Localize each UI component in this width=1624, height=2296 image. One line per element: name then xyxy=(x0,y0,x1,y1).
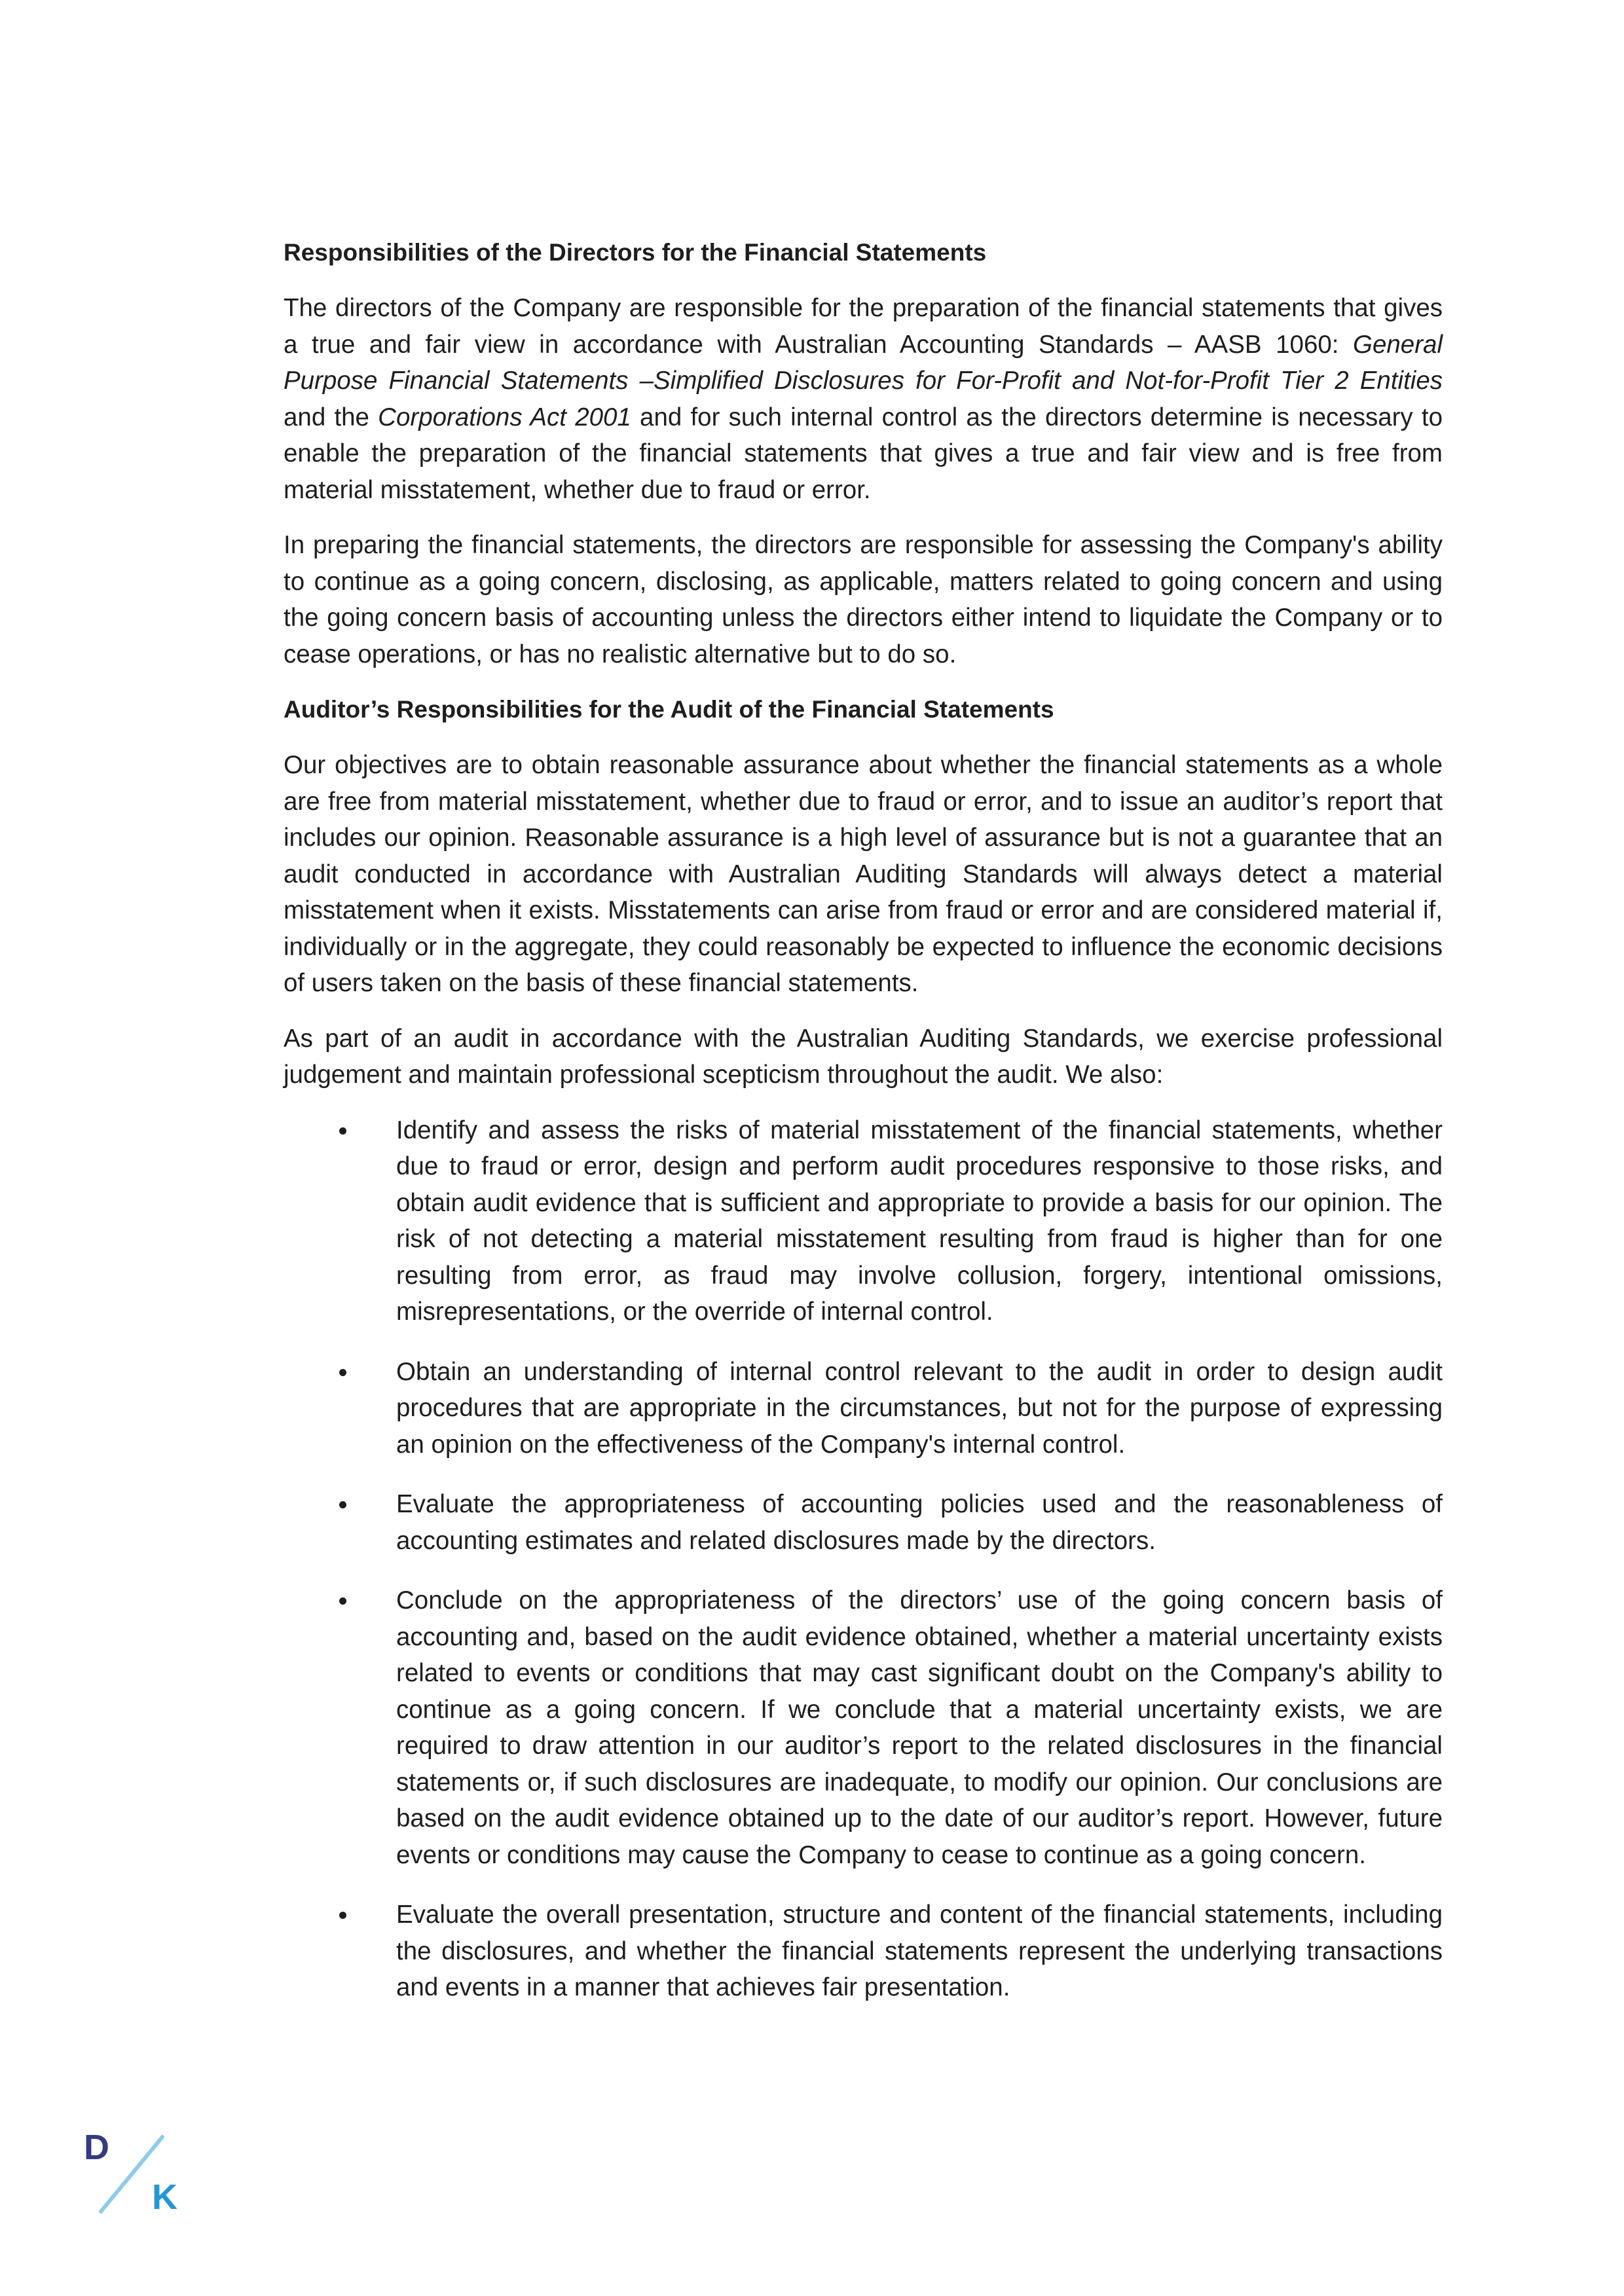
bullet-icon xyxy=(339,1127,346,1135)
list-item xyxy=(284,1897,1443,2006)
directors-responsibilities-heading: Responsibilities of the Directors for the Financial Statements xyxy=(284,239,987,266)
bullet-icon xyxy=(339,1912,346,1919)
text-run: The directors of the Company are responsible for the preparation of the financial statements that gives a true and fair view in accordance with Australian Accounting Standards – AASB 1060: xyxy=(284,294,1443,359)
auditor-procedures-list xyxy=(284,1112,1443,2006)
auditor-responsibilities-heading: Auditor’s Responsibilities for the Audit of the Financial Statements xyxy=(284,696,1054,723)
list-item xyxy=(284,1112,1443,1330)
bullet-icon xyxy=(339,1369,346,1376)
standard-title: General Purpose Financial Statements –Simplified Disclosures for For-Profit and Not-for-Profit Tier 2 Entities xyxy=(284,330,1443,395)
list-item-text: Conclude on the appropriateness of the directors’ use of the going concern basis of accounting and, based on the audit evidence obtained, whether a material uncertainty exists related to events or conditions that may cast significant doubt on the Company's ability to continue as a going concern. If we conclude that a material uncertainty exists, we are required to draw attention in our auditor’s report to the related disclosures in the financial statements or, if such disclosures are inadequate, to modify our opinion. Our conclusions are based on the audit evidence obtained up to the date of our auditor’s report. However, future events or conditions may cause the Company to cease to continue as a going concern. xyxy=(396,1586,1443,1869)
auditor-responsibilities-paragraph-2: As part of an audit in accordance with the Australian Auditing Standards, we exercise professional judgement and maintain professional scepticism throughout the audit. We also: xyxy=(284,1024,1443,1089)
list-item-text: Identify and assess the risks of material misstatement of the financial statements, whether due to fraud or error, design and perform audit procedures responsive to those risks, and obtain audit evidence that is sufficient and appropriate to provide a basis for our opinion. The risk of not detecting a material misstatement resulting from fraud is higher than for one resulting from error, as fraud may involve collusion, forgery, intentional omissions, misrepresentations, or the override of internal control. xyxy=(396,1116,1443,1326)
text-run: and for such internal control as the directors determine is necessary to enable the preparation of the financial statements that gives a true and fair view and is free from material misstatement, whether due to fraud or error. xyxy=(284,403,1443,504)
list-item-text: Obtain an understanding of internal control relevant to the audit in order to design audit procedures that are appropriate in the circumstances, but not for the purpose of expressing an opinion on the effectiveness of the Company's internal control. xyxy=(396,1357,1443,1459)
list-item-text: Evaluate the appropriateness of accounting policies used and the reasonableness of accounting estimates and related disclosures made by the directors. xyxy=(396,1490,1443,1555)
dk-logo xyxy=(84,2128,189,2226)
act-title: Corporations Act 2001 xyxy=(378,403,631,431)
auditor-responsibilities-paragraph-1: Our objectives are to obtain reasonable assurance about whether the financial statements as a whole are free from material misstatement, whether due to fraud or error, and to issue an auditor’s report that includes our opinion. Reasonable assurance is a high level of assurance but is not a guarantee that an audit conducted in accordance with Australian Auditing Standards will always detect a material misstatement when it exists. Misstatements can arise from fraud or error and are considered material if, individually or in the aggregate, they could reasonably be expected to influence the economic decisions of users taken on the basis of these financial statements. xyxy=(284,751,1443,997)
document-page xyxy=(284,234,1443,2030)
directors-responsibilities-paragraph-1 xyxy=(284,290,1443,508)
logo-letter-d: D xyxy=(84,2128,109,2167)
text-run: and the xyxy=(284,403,378,431)
list-item-text: Evaluate the overall presentation, structure and content of the financial statements, including the disclosures, and whether the financial statements represent the underlying transactions and events in a manner that achieves fair presentation. xyxy=(396,1901,1443,2001)
directors-responsibilities-paragraph-2: In preparing the financial statements, the directors are responsible for assessing the Company's ability to continue as a going concern, disclosing, as applicable, matters related to going concern and using the going concern basis of accounting unless the directors either intend to liquidate the Company or to cease operations, or has no realistic alternative but to do so. xyxy=(284,531,1443,668)
logo-letter-k: K xyxy=(152,2178,177,2217)
list-item xyxy=(284,1354,1443,1463)
list-item xyxy=(284,1486,1443,1559)
bullet-icon xyxy=(339,1597,346,1605)
list-item xyxy=(284,1582,1443,1873)
bullet-icon xyxy=(339,1501,346,1508)
